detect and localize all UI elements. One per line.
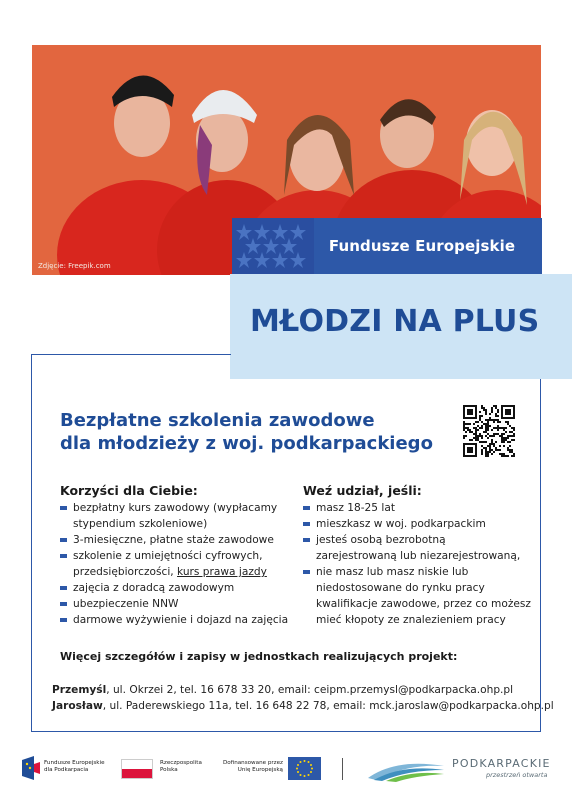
- poland-flag-icon: [121, 759, 153, 779]
- benefits-heading: Korzyści dla Ciebie:: [60, 483, 198, 498]
- qr-code-icon[interactable]: [463, 405, 515, 457]
- frame-border-right: [540, 379, 541, 732]
- list-item: ubezpieczenie NNW: [60, 596, 295, 612]
- frame-border-left: [31, 354, 32, 732]
- fundusze-banner: [232, 218, 542, 274]
- frame-border-top: [31, 354, 231, 355]
- footer-logos: [0, 750, 572, 790]
- list-item: jesteś osobą bezrobotną zarejestrowaną lub niezarejestrowaną,: [303, 532, 538, 564]
- list-item: nie masz lub masz niskie lub niedostosowane do rynku pracy kwalifikacje zawodowe, przez co możesz mieć kłopoty ze znalezieniem pracy: [303, 564, 538, 628]
- list-item: zajęcia z doradcą zawodowym: [60, 580, 295, 596]
- frame-border-bottom: [31, 731, 541, 732]
- headline-box: [230, 274, 572, 379]
- footer-divider: [342, 758, 343, 780]
- eligibility-heading: Weź udział, jeśli:: [303, 483, 422, 498]
- subtitle-line-1: Bezpłatne szkolenia zawodowe: [60, 410, 375, 431]
- eligibility-list: [303, 500, 538, 628]
- subtitle-line-2: dla młodzieży z woj. podkarpackiego: [60, 433, 433, 454]
- region-tagline: przestrzeń otwarta: [486, 771, 548, 779]
- banner-title: Fundusze Europejskie: [328, 237, 516, 255]
- eu-stars-icon: [232, 218, 314, 274]
- eu-funding-text: Dofinansowane przez Unię Europejską: [222, 760, 283, 773]
- list-item: mieszkasz w woj. podkarpackim: [303, 516, 538, 532]
- list-item: bezpłatny kurs zawodowy (wypłacamy stypendium szkoleniowe): [60, 500, 295, 532]
- list-item: darmowe wyżywienie i dojazd na zajęcia: [60, 612, 295, 628]
- poland-text: Rzeczpospolita Polska: [160, 760, 202, 773]
- fe-logo-text: Fundusze Europejskie dla Podkarpacia: [44, 760, 105, 773]
- list-item: masz 18-25 lat: [303, 500, 538, 516]
- contact-przemysl: Przemyśl, ul. Okrzei 2, tel. 16 678 33 20, email: ceipm.przemysl@podkarpacka.ohp.pl: [52, 684, 514, 696]
- page-title: MŁODZI NA PLUS: [250, 304, 540, 339]
- subtitle: [60, 409, 433, 455]
- fundusze-europejskie-logo-icon: [22, 756, 40, 780]
- photo-credit: Zdjęcie: Freepik.com: [38, 262, 111, 270]
- contact-jaroslaw: Jarosław, ul. Paderewskiego 11a, tel. 16 648 22 78, email: mck.jaroslaw@podkarpacka.ohp.pl: [52, 700, 554, 712]
- benefits-list: [60, 500, 295, 628]
- list-item: 3-miesięczne, płatne staże zawodowe: [60, 532, 295, 548]
- podkarpackie-logo-icon: [366, 756, 446, 782]
- more-info-text: Więcej szczegółów i zapisy w jednostkach realizujących projekt:: [60, 650, 458, 663]
- region-name: PODKARPACKIE: [452, 757, 551, 770]
- eu-flag-icon: [288, 757, 321, 780]
- list-item: szkolenie z umiejętności cyfrowych, przedsiębiorczości, kurs prawa jazdy: [60, 548, 295, 580]
